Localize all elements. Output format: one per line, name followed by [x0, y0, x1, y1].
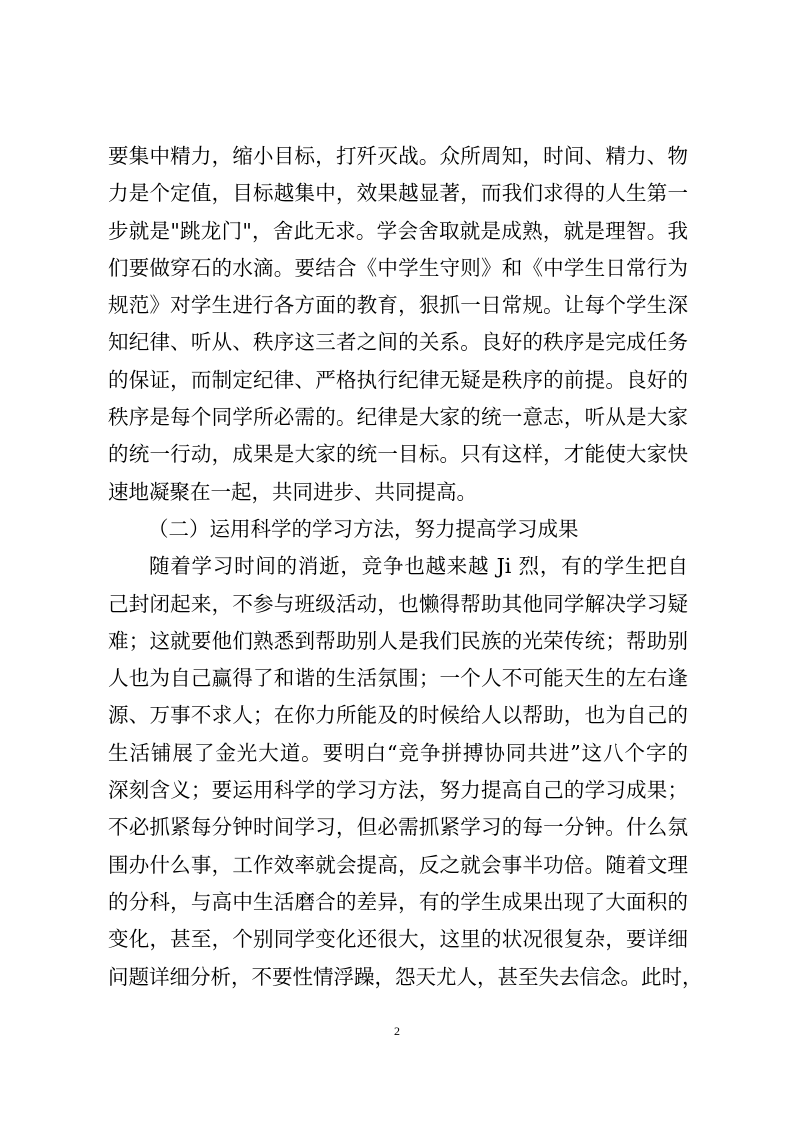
text-line: 的保证，而制定纪律、严格执行纪律无疑是秩序的前提。良好的 [108, 367, 688, 392]
text-line: 变化，甚至，个别同学变化还很大，这里的状况很复杂，要详细 [108, 927, 688, 952]
text-line: 的分科，与高中生活磨合的差异，有的学生成果出现了大面积的 [108, 889, 688, 914]
body-text [108, 138, 703, 996]
text-line: 己封闭起来，不参与班级活动，也懒得帮助其他同学解决学习疑 [108, 591, 688, 616]
text-line: 步就是"跳龙门"，舍此无求。学会舍取就是成熟，就是理智。我 [108, 218, 688, 243]
text-line: 深刻含义；要运用科学的学习方法，努力提高自己的学习成果； [108, 778, 688, 803]
text-line: 要集中精力，缩小目标，打歼灭战。众所周知，时间、精力、物 [108, 144, 688, 168]
text-line: 力是个定值，目标越集中，效果越显著，而我们求得的人生第一 [108, 181, 688, 206]
text-line: 的统一行动，成果是大家的统一目标。只有这样，才能使大家快 [108, 442, 688, 467]
paragraph-2 [108, 548, 703, 996]
text-line: 生活铺展了金光大道。要明白“竞争拼搏协同共进”这八个字的 [108, 740, 688, 765]
text-line: 人也为自己赢得了和谐的生活氛围；一个人不可能天生的左右逢 [108, 666, 688, 691]
section-heading: （二）运用科学的学习方法，努力提高学习成果 [148, 516, 579, 541]
text-line: 规范》对学生进行各方面的教育，狠抓一日常规。让每个学生深 [108, 293, 688, 318]
text-line: 问题详细分析，不要性情浮躁，怨天尤人，甚至失去信念。此时， [108, 964, 703, 989]
text-line: 秩序是每个同学所必需的。纪律是大家的统一意志，听从是大家 [108, 405, 688, 430]
text-line: 知纪律、听从、秩序这三者之间的关系。良好的秩序是完成任务 [108, 330, 688, 355]
paragraph-1 [108, 138, 688, 511]
page-number: 2 [394, 1024, 400, 1038]
text-line: 围办什么事，工作效率就会提高，反之就会事半功倍。随着文理 [108, 852, 688, 877]
text-line: 速地凝聚在一起，共同进步、共同提高。 [108, 479, 477, 504]
text-line: 难；这就要他们熟悉到帮助别人是我们民族的光荣传统；帮助别 [108, 628, 688, 653]
text-line: 随着学习时间的消逝，竞争也越来越 Ji 烈，有的学生把自 [149, 554, 688, 579]
text-line: 源、万事不求人；在你力所能及的时候给人以帮助，也为自己的 [108, 703, 688, 728]
text-line: 们要做穿石的水滴。要结合《中学生守则》和《中学生日常行为 [108, 255, 688, 280]
text-line: 不必抓紧每分钟时间学习，但必需抓紧学习的每一分钟。什么氛 [108, 815, 688, 840]
